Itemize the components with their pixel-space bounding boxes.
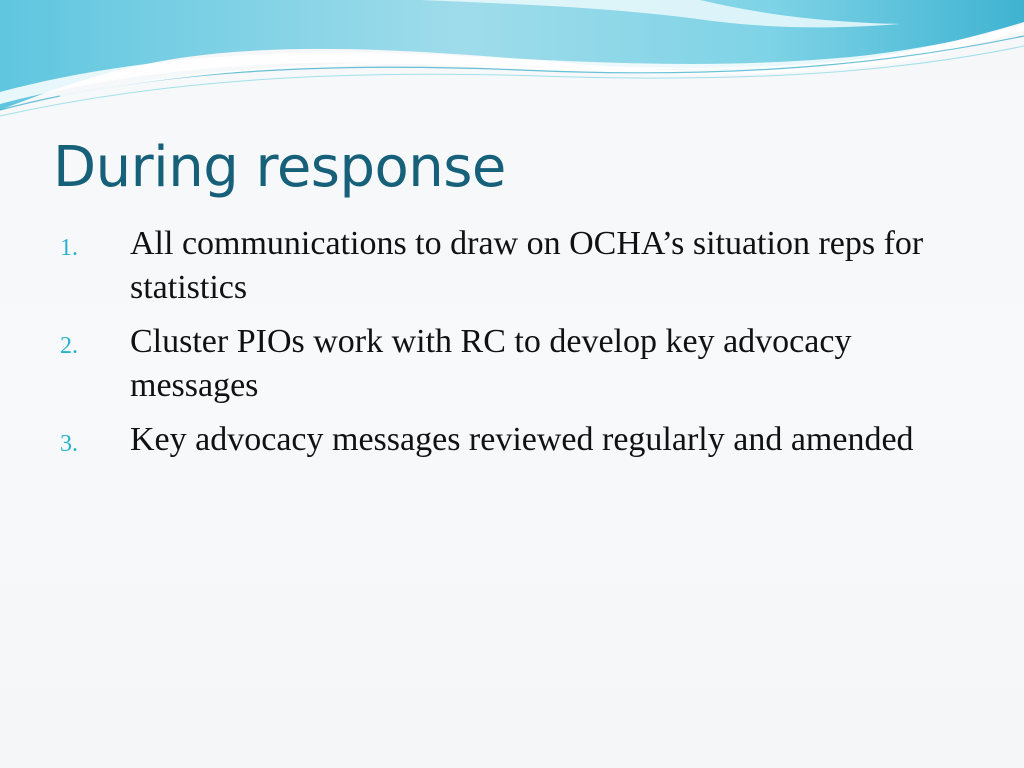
list-item-text: Key advocacy messages reviewed regularly and amended: [130, 421, 914, 458]
list-item-number: 3.: [60, 431, 78, 457]
list-item-text: Cluster PIOs work with RC to develop key advocacy messages: [130, 323, 852, 404]
numbered-list: [60, 222, 960, 472]
list-item-text: All communications to draw on OCHA’s situation reps for statistics: [130, 225, 924, 306]
list-item-number: 2.: [60, 333, 78, 359]
list-item-number: 1.: [60, 235, 78, 261]
list-item: [60, 418, 960, 462]
list-item: [60, 320, 960, 408]
wave-banner: [0, 0, 1024, 130]
list-item: [60, 222, 960, 310]
slide-title: During response: [53, 135, 506, 200]
